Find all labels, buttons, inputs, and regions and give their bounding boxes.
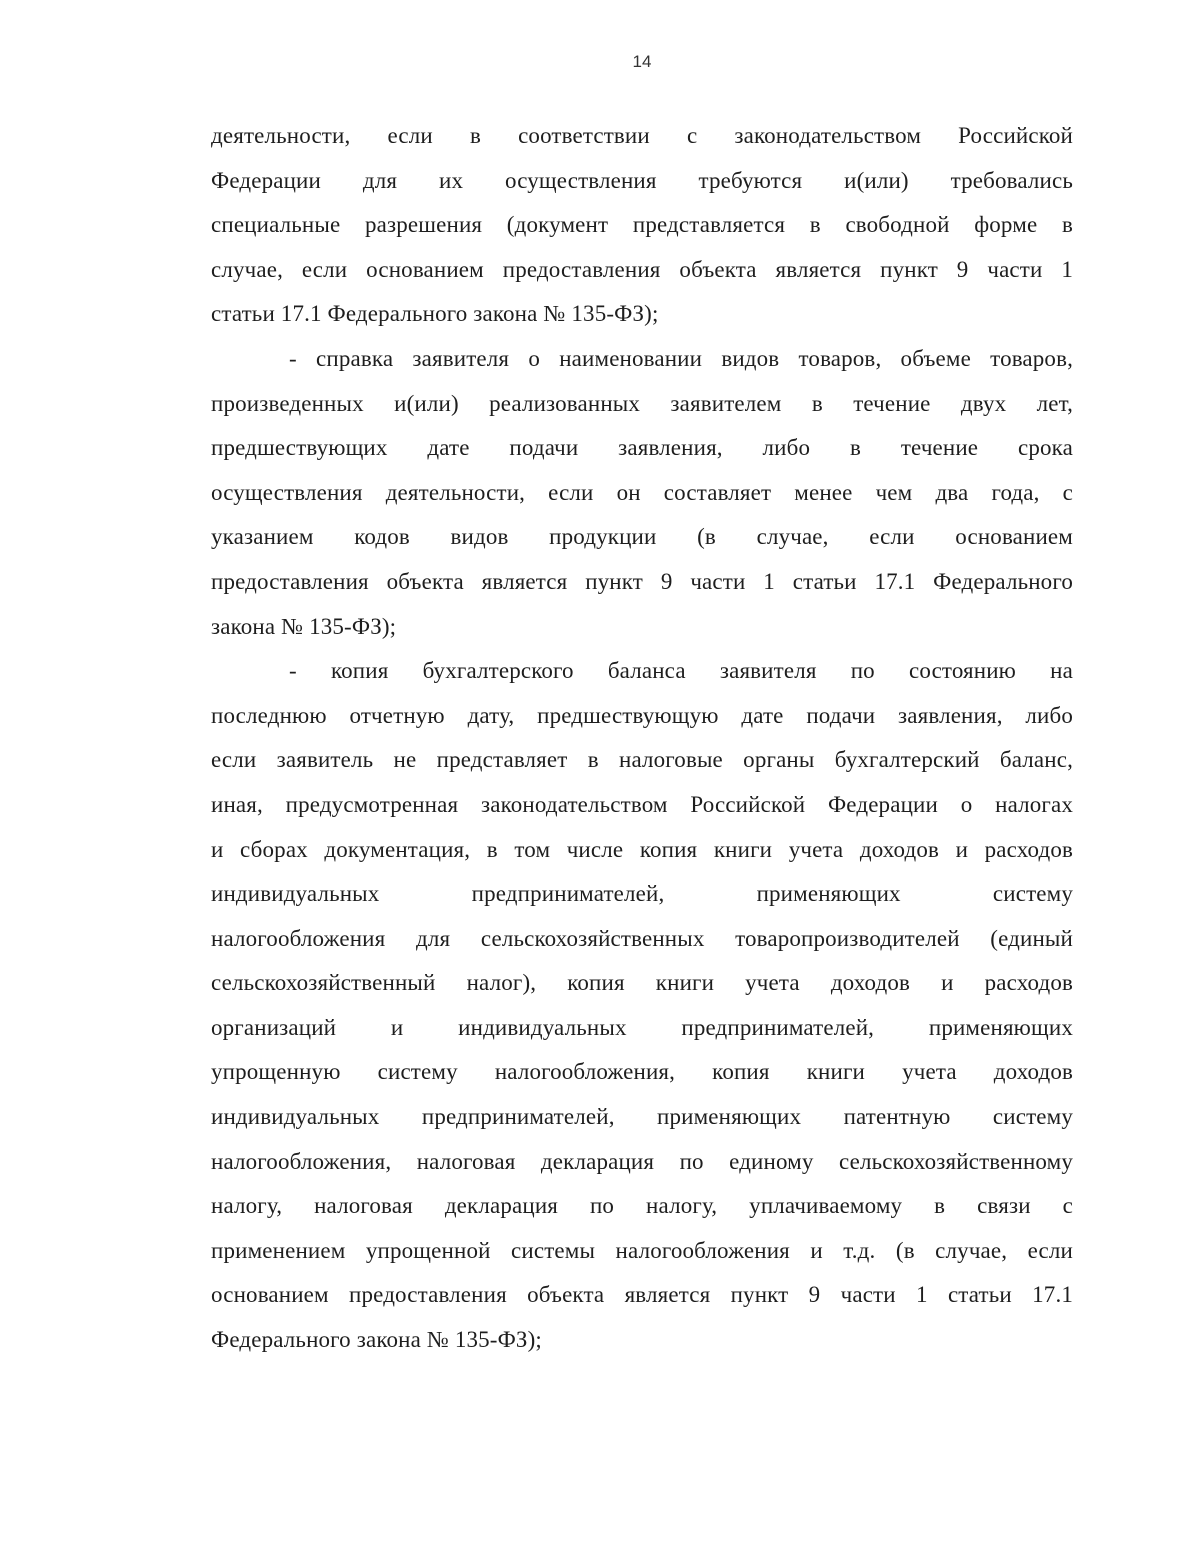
text-line: применением упрощенной системы налогообложения и т.д. (в случае, если (211, 1237, 1073, 1263)
text-line: - справка заявителя о наименовании видов товаров, объеме товаров, (289, 345, 1073, 371)
text-line: основанием предоставления объекта является пункт 9 части 1 статьи 17.1 (211, 1282, 1073, 1308)
text-line: налогу, налоговая декларация по налогу, уплачиваемому в связи с (211, 1193, 1073, 1219)
text-line: закона № 135-ФЗ); (211, 613, 397, 639)
text-line: последнюю отчетную дату, предшествующую дате подачи заявления, либо (211, 702, 1073, 728)
text-line: деятельности, если в соответствии с законодательством Российской (211, 123, 1073, 148)
text-line: произведенных и(или) реализованных заявителем в течение двух лет, (211, 390, 1073, 416)
text-line: Федерального закона № 135-ФЗ); (211, 1327, 542, 1353)
text-line: и сборах документация, в том числе копия книги учета доходов и расходов (211, 836, 1073, 862)
document-body (211, 114, 1073, 1363)
paragraph-balance-sheet-copy (211, 649, 1073, 1363)
text-line: указанием кодов видов продукции (в случае, если основанием (211, 524, 1073, 550)
text-line: Федерации для их осуществления требуются и(или) требовались (211, 167, 1073, 193)
text-line: специальные разрешения (документ представляется в свободной форме в (211, 212, 1073, 238)
text-line: осуществления деятельности, если он составляет менее чем два года, с (211, 479, 1073, 505)
text-line: иная, предусмотренная законодательством Российской Федерации о налогах (211, 791, 1073, 817)
text-line: статьи 17.1 Федерального закона № 135-ФЗ); (211, 301, 659, 327)
text-line: сельскохозяйственный налог), копия книги учета доходов и расходов (211, 970, 1073, 996)
text-line: упрощенную систему налогообложения, копия книги учета доходов (211, 1059, 1073, 1085)
text-line: организаций и индивидуальных предпринимателей, применяющих (211, 1014, 1073, 1040)
text-line: если заявитель не представляет в налоговые органы бухгалтерский баланс, (211, 747, 1073, 773)
text-line: предшествующих дате подачи заявления, либо в течение срока (211, 435, 1073, 461)
text-line: - копия бухгалтерского баланса заявителя по состоянию на (289, 658, 1073, 684)
page-number: 14 (632, 52, 652, 71)
text-line: индивидуальных предпринимателей, применяющих систему (211, 881, 1073, 907)
paragraph-goods-certificate (211, 337, 1073, 649)
text-line: предоставления объекта является пункт 9 части 1 статьи 17.1 Федерального (211, 568, 1073, 594)
text-line: случае, если основанием предоставления объекта является пункт 9 части 1 (211, 256, 1073, 282)
text-line: налогообложения для сельскохозяйственных товаропроизводителей (единый (211, 925, 1073, 951)
text-line: налогообложения, налоговая декларация по единому сельскохозяйственному (211, 1148, 1073, 1174)
paragraph-activity-permits (211, 114, 1073, 337)
text-line: индивидуальных предпринимателей, применяющих патентную систему (211, 1104, 1073, 1130)
